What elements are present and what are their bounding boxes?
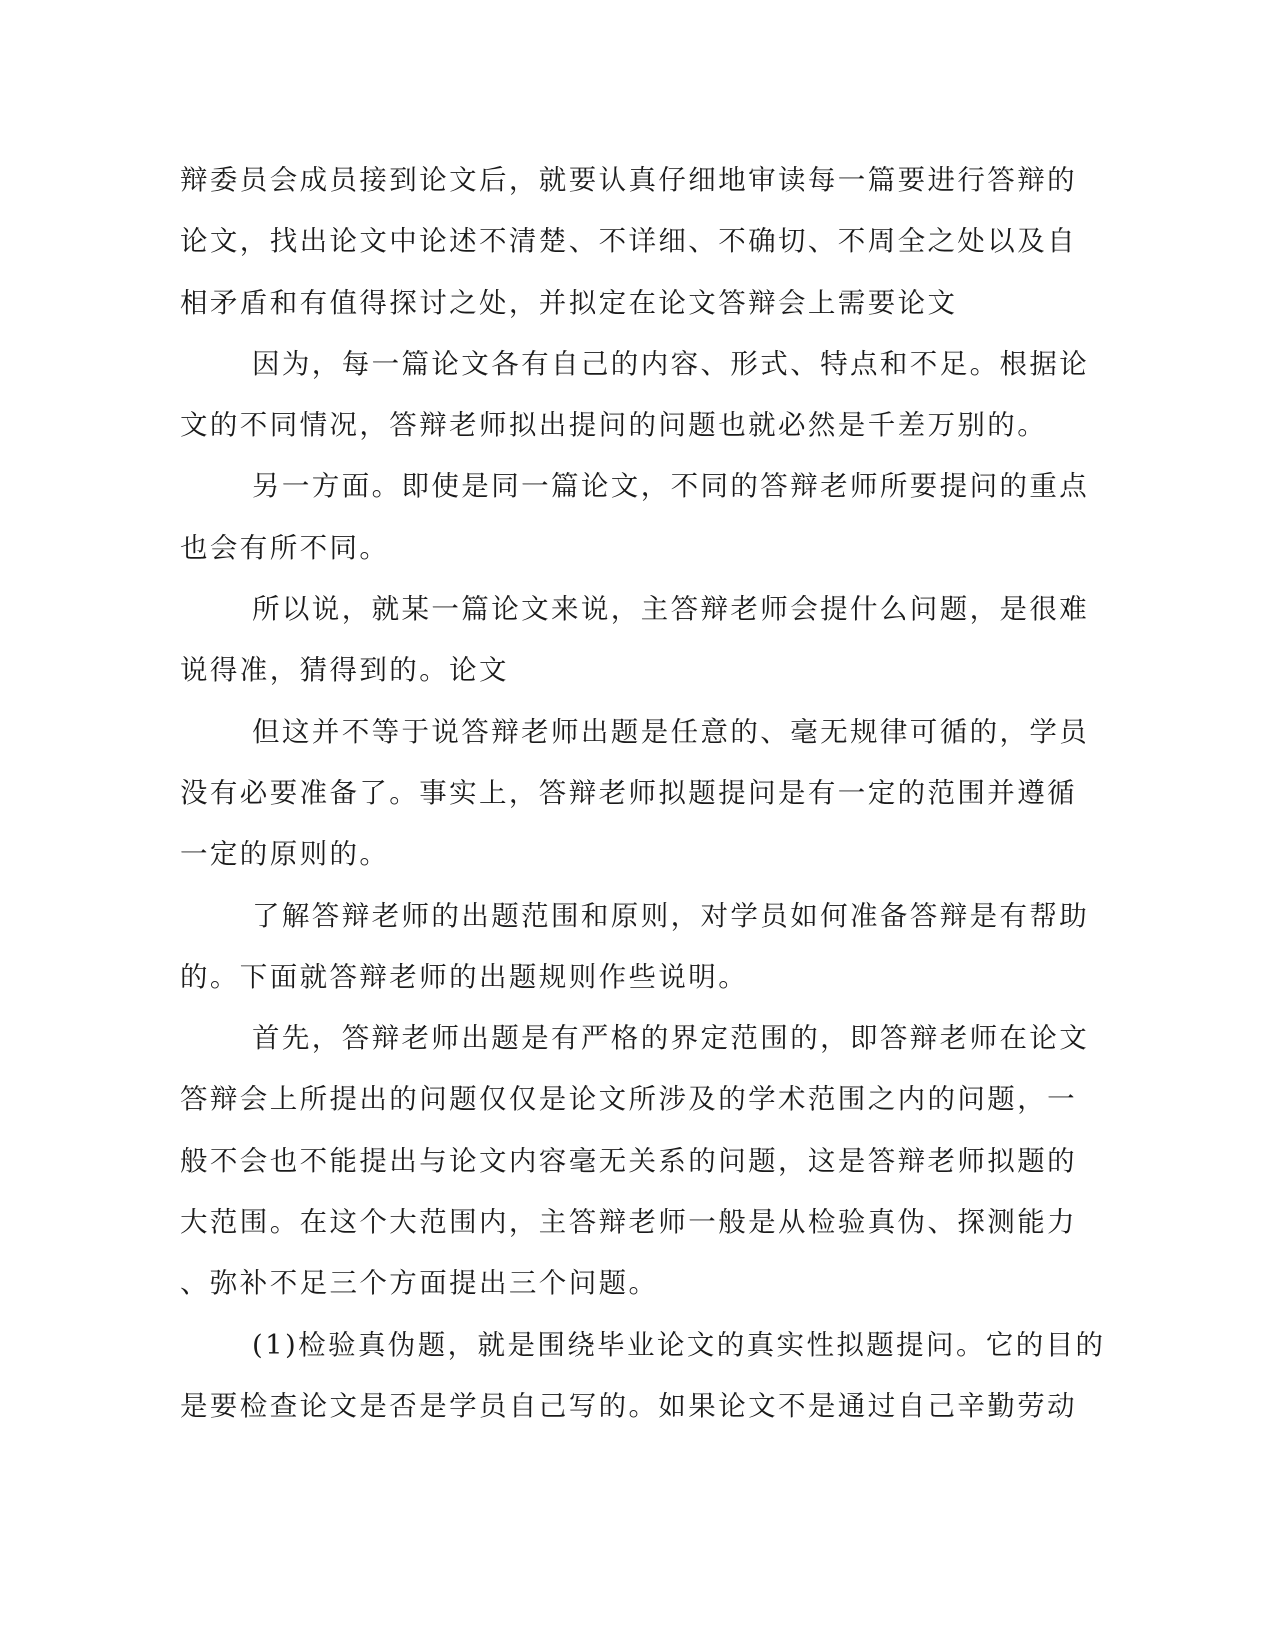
text-line: 相矛盾和有值得探讨之处，并拟定在论文答辩会上需要论文 xyxy=(180,286,958,319)
paragraph-first-line: (1)检验真伪题，就是围绕毕业论文的真实性拟题提问。它的目的 xyxy=(252,1328,1106,1361)
text-line: 说得准，猜得到的。论文 xyxy=(180,654,509,687)
document-body xyxy=(180,150,1106,1437)
text-line: 、弥补不足三个方面提出三个问题。 xyxy=(180,1267,659,1300)
paragraph-first-line: 了解答辩老师的出题范围和原则，对学员如何准备答辩是有帮助 xyxy=(252,899,1090,932)
text-line: 一定的原则的。 xyxy=(180,838,390,871)
paragraph-first-line: 因为，每一篇论文各有自己的内容、形式、特点和不足。根据论 xyxy=(252,347,1090,380)
text-line: 答辩会上所提出的问题仅仅是论文所涉及的学术范围之内的问题，一 xyxy=(180,1083,1077,1116)
text-line: 辩委员会成员接到论文后，就要认真仔细地审读每一篇要进行答辩的 xyxy=(180,164,1077,196)
paragraph-first-line: 所以说，就某一篇论文来说，主答辩老师会提什么问题，是很难 xyxy=(252,593,1090,626)
text-line: 的。下面就答辩老师的出题规则作些说明。 xyxy=(180,960,749,993)
paragraph-first-line: 但这并不等于说答辩老师出题是任意的、毫无规律可循的，学员 xyxy=(252,715,1090,748)
text-line: 是要检查论文是否是学员自己写的。如果论文不是通过自己辛勤劳动 xyxy=(180,1389,1077,1422)
text-line: 也会有所不同。 xyxy=(180,531,390,564)
text-line: 文的不同情况，答辩老师拟出提问的问题也就必然是千差万别的。 xyxy=(180,409,1048,442)
paragraph-first-line: 首先，答辩老师出题是有严格的界定范围的，即答辩老师在论文 xyxy=(252,1022,1090,1055)
text-line: 大范围。在这个大范围内，主答辩老师一般是从检验真伪、探测能力 xyxy=(180,1206,1077,1239)
text-line: 般不会也不能提出与论文内容毫无关系的问题，这是答辩老师拟题的 xyxy=(180,1144,1077,1177)
paragraph-first-line: 另一方面。即使是同一篇论文，不同的答辩老师所要提问的重点 xyxy=(252,470,1090,503)
text-line: 没有必要准备了。事实上，答辩老师拟题提问是有一定的范围并遵循 xyxy=(180,776,1077,809)
text-line: 论文，找出论文中论述不清楚、不详细、不确切、不周全之处以及自 xyxy=(180,225,1077,258)
